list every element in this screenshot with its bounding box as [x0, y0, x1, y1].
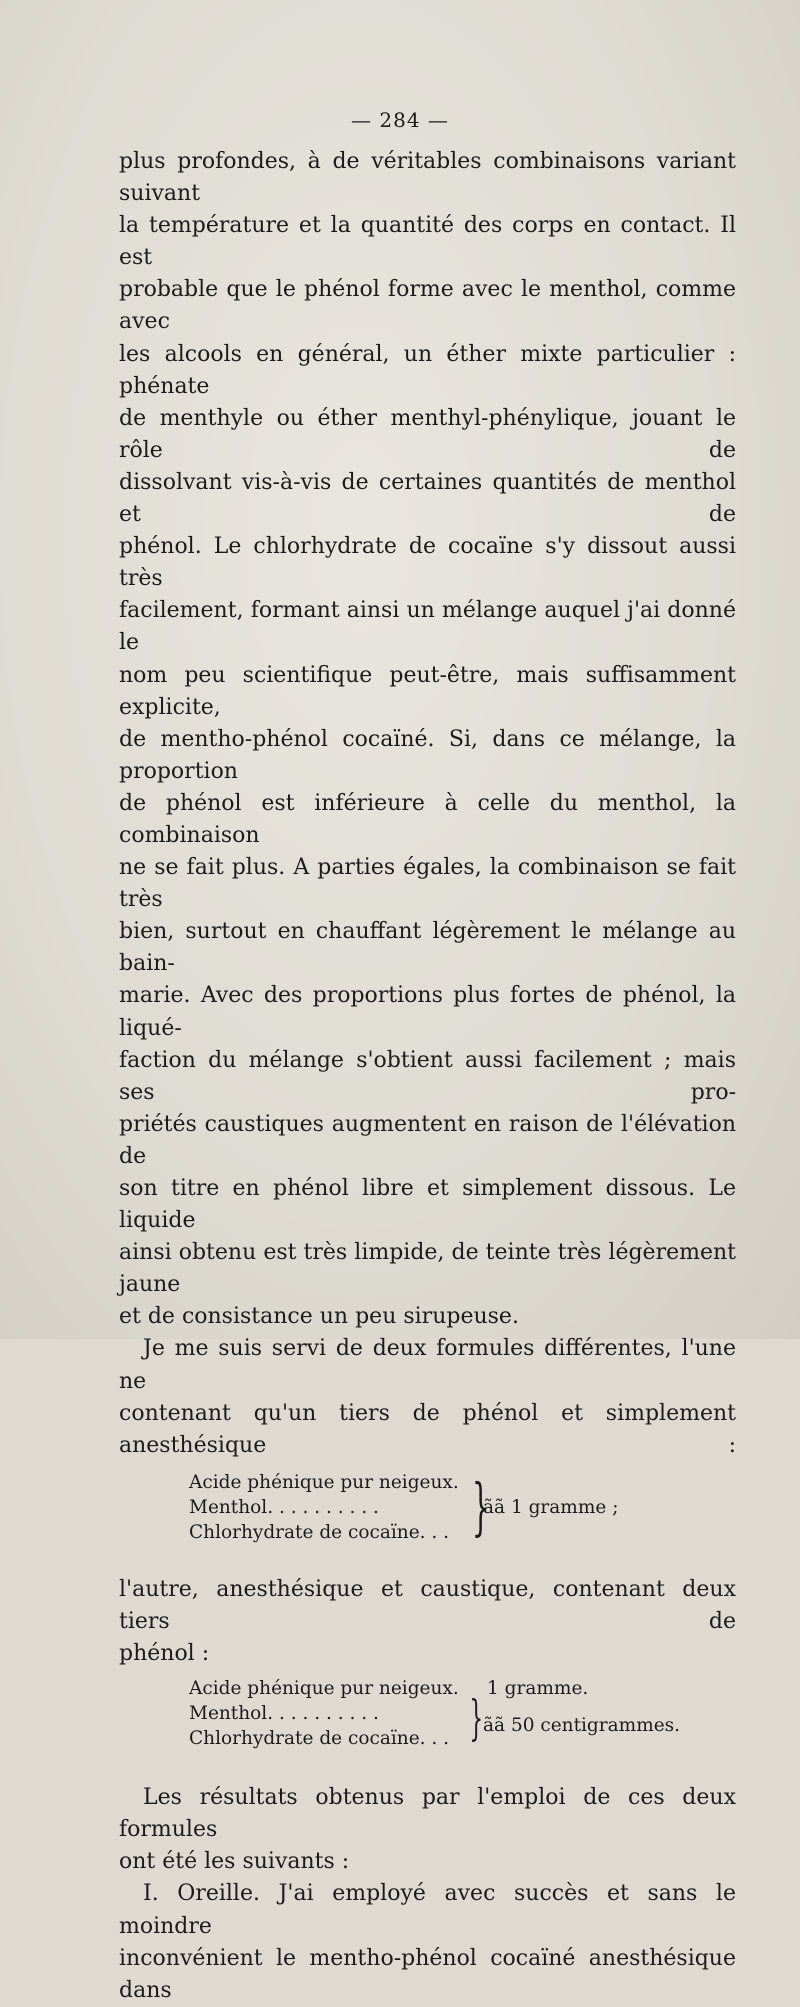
text-line: de phénol est inférieure à celle du menthol, la combinaison — [119, 790, 736, 848]
formula-line: Chlorhydrate de cocaïne. . . — [189, 1521, 450, 1543]
paragraph-5 — [119, 1878, 736, 2006]
text-line: Les résultats obtenus par l'emploi de ces deux formules — [119, 1785, 736, 1843]
text-line: I. Oreille. J'ai employé avec succès et sans le moindre — [119, 1881, 736, 1939]
text-line: contenant qu'un tiers de phénol et simplement anesthésique : — [119, 1400, 736, 1458]
text-line: la température et la quantité des corps en contact. Il est — [119, 213, 736, 271]
brace-icon: } — [469, 1690, 484, 1747]
text-line: de menthyle ou éther menthyl-phénylique, jouant le rôle de — [119, 405, 736, 463]
text-line: inconvénient le mentho-phénol cocaïné anesthésique dans — [119, 1945, 736, 2003]
text-line: dissolvant vis-à-vis de certaines quantités de menthol et de — [119, 469, 736, 528]
text-line: et de consistance un peu sirupeuse. — [119, 1304, 519, 1330]
paragraph-1 — [119, 146, 736, 1333]
body-text — [119, 146, 736, 2007]
formula-line: Menthol. . . . . . . . . . — [189, 1496, 379, 1518]
text-line: Je me suis servi de deux formules différentes, l'une ne — [119, 1336, 736, 1394]
text-line: l'autre, anesthésique et caustique, contenant deux tiers de — [119, 1576, 736, 1634]
text-line: nom peu scientifique peut-être, mais suffisamment explicite, — [119, 662, 736, 720]
formula-quantity: ãã 1 gramme ; — [483, 1496, 619, 1518]
paragraph-4 — [119, 1782, 736, 1878]
text-line: ont été les suivants : — [119, 1849, 350, 1875]
text-line: son titre en phénol libre et simplement dissous. Le liquide — [119, 1176, 736, 1234]
text-line: plus profondes, à de véritables combinaisons variant suivant — [119, 149, 736, 207]
formula-quantity: ãã 50 centigrammes. — [483, 1715, 681, 1737]
formula-line: Menthol. . . . . . . . . . — [189, 1703, 379, 1725]
formula-quantity: 1 gramme. — [487, 1678, 589, 1700]
text-line: bien, surtout en chauffant légèrement le mélange au bain- — [119, 919, 736, 977]
formula-line: Acide phénique pur neigeux. — [189, 1471, 459, 1493]
paragraph-3 — [119, 1574, 736, 1670]
formula-line: Chlorhydrate de cocaïne. . . — [189, 1728, 450, 1750]
text-line: marie. Avec des proportions plus fortes de phénol, la liqué- — [119, 983, 736, 1041]
text-line: de mentho-phénol cocaïné. Si, dans ce mélange, la proportion — [119, 726, 736, 784]
text-line: les alcools en général, un éther mixte particulier : phénate — [119, 341, 736, 399]
text-line: faction du mélange s'obtient aussi facilement ; mais ses pro- — [119, 1047, 736, 1105]
text-line: ne se fait plus. A parties égales, la combinaison se fait très — [119, 855, 736, 913]
text-line: facilement, formant ainsi un mélange auquel j'ai donné le — [119, 598, 736, 656]
text-line: probable que le phénol forme avec le menthol, comme avec — [119, 277, 736, 335]
paragraph-2 — [119, 1333, 736, 1461]
formula-caustique — [189, 1676, 736, 1756]
text-line: ainsi obtenu est très limpide, de teinte très légèrement jaune — [119, 1240, 736, 1298]
page-number: — 284 — — [351, 108, 449, 132]
formula-line: Acide phénique pur neigeux. — [189, 1678, 459, 1700]
text-line: phénol : — [119, 1641, 210, 1667]
text-line: priétés caustiques augmentent en raison de l'élévation de — [119, 1111, 736, 1169]
text-line: phénol. Le chlorhydrate de cocaïne s'y dissout aussi très — [119, 534, 736, 592]
formula-anesthesique — [189, 1470, 736, 1548]
brace-icon: } — [471, 1469, 490, 1543]
